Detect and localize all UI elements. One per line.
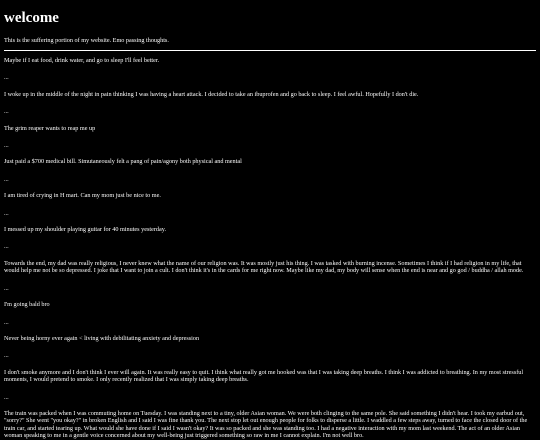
separator: ...	[4, 74, 9, 82]
separator: ...	[4, 243, 9, 251]
intro-text: This is the suffering portion of my website. Emo passing thoughts.	[4, 37, 169, 44]
post-entry: Towards the end, my dad was really religious, I never knew what the name of our religion was. It was mostly just his thing. I was tasked with burning incense. Sometimes I think if I had religion in my life, that would help me not be so depressed. I joke that I want to join a cult. I don't think it's in the cards for me right now. Maybe like my dad, my body will sense when the end is near and go god / buddha / allah mode.	[4, 259, 524, 275]
divider	[4, 50, 536, 51]
post-entry: Never being horny ever again < living with debilitating anxiety and depression	[4, 334, 200, 342]
post-entry: I don't smoke anymore and I don't think I ever will again. It was really easy to quit. I think what really got me hooked was that I was taking deep breaths. I think I was addicted to breathing. In my most stressful moments, I would pretend to smoke. I only recently realized that I was simply taking deep breaths.	[4, 368, 524, 384]
post-entry: I woke up in the middle of the night in pain thinking I was having a heart attack. I decided to take an ibuprofen and go back to sleep. I feel awful. Hopefully I don't die.	[4, 90, 419, 98]
post-entry: I am tired of crying in H mart. Can my mom just be nice to me.	[4, 192, 161, 200]
separator: ...	[4, 284, 9, 292]
post-entry: I messed up my shoulder playing guitar for 40 minutes yesterday.	[4, 226, 166, 234]
post-entry: The grim reaper wants to reap me up	[4, 124, 96, 132]
separator: ...	[4, 352, 9, 360]
separator: ...	[4, 318, 9, 326]
post-entry: I'm going bald bro	[4, 301, 50, 309]
separator: ...	[4, 142, 9, 150]
page-title: welcome	[4, 10, 59, 26]
separator: ...	[4, 209, 9, 217]
separator: ...	[4, 175, 9, 183]
post-entry: The train was packed when I was commuting home on Tuesday. I was standing next to a tiny, older Asian woman. We were both clinging to the same pole. She said something I didn't hear. I took my earbud out, "sorry?" She went "you okay?" in broken English and I said I was fine thank you. The next stop let out enough people for folks to disperse a little. I waddled a few steps away, turned to face the closed door of the train car, and started tearing up. What would she have done if I said I wasn't okay? It was so packed and she was standing too. I had a negative interaction with my mom last weekend. The act of an older Asian woman speaking to me in a gentle voice concerned about my well-being just triggered something so raw in me I cannot explain. I'm not well bro.	[4, 409, 528, 440]
post-entry: Just paid a $700 medical bill. Simutaneously felt a pang of pain/agony both physical and mental	[4, 158, 242, 166]
post-entry: Maybe if I eat food, drink water, and go to sleep I'll feel better.	[4, 57, 160, 64]
separator: ...	[4, 393, 9, 401]
separator: ...	[4, 108, 9, 116]
